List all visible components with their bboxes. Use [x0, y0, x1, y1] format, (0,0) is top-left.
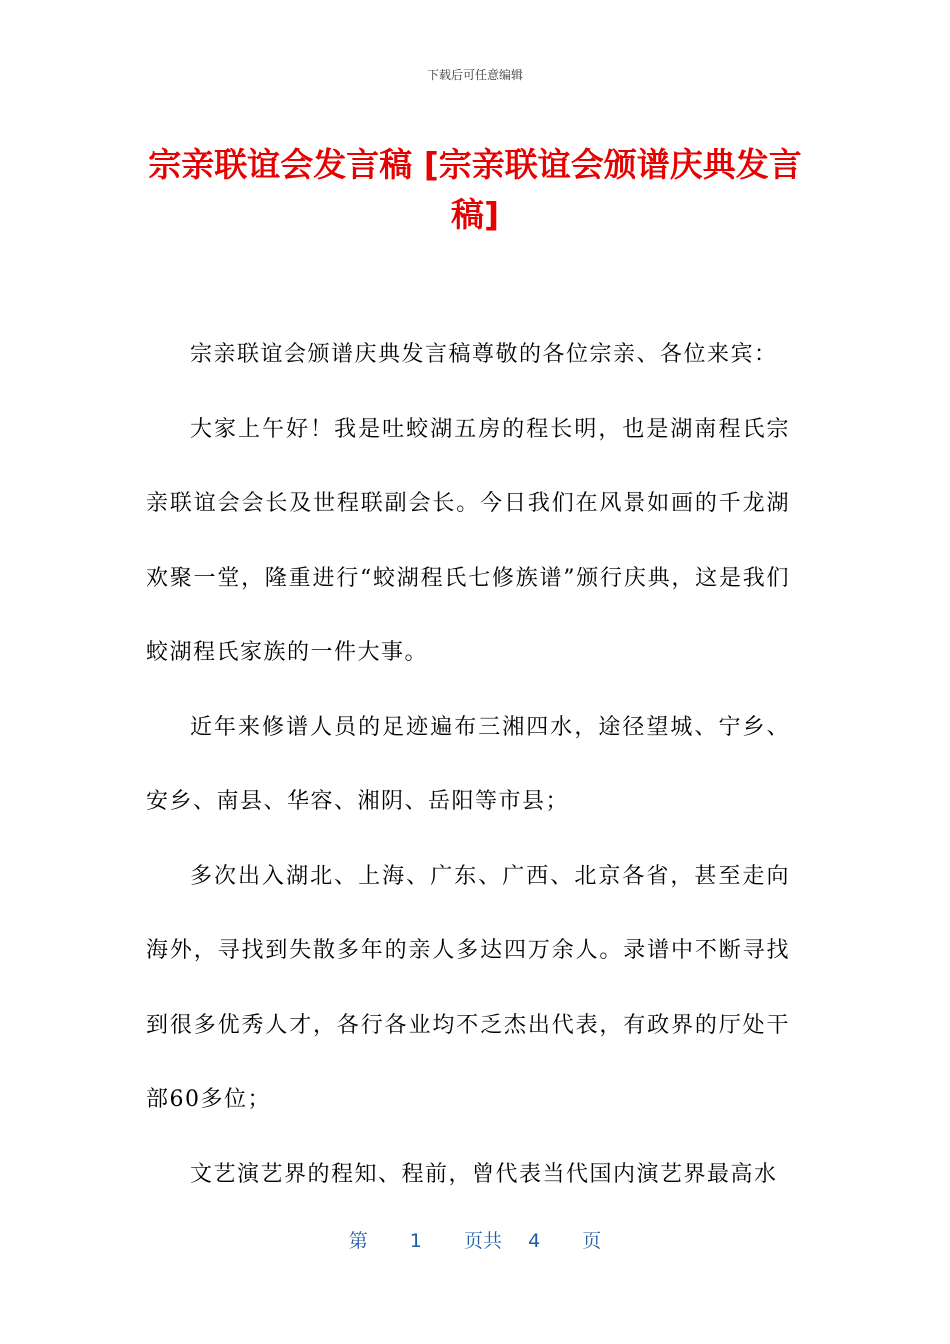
document-body [146, 318, 790, 1212]
page-footer [0, 1226, 950, 1253]
paragraph: 大家上午好！我是吐蛟湖五房的程长明，也是湖南程氏宗亲联谊会会长及世程联副会长。今日我们在风景如画的千龙湖欢聚一堂，隆重进行“蛟湖程氏七修族谱”颁行庆典，这是我们蛟湖程氏家族的一件大事。 [146, 416, 790, 665]
footer-total-pages: 4 [528, 1230, 541, 1252]
paragraph: 宗亲联谊会颁谱庆典发言稿尊敬的各位宗亲、各位来宾： [190, 342, 778, 367]
header-note: 下载后可任意编辑 [426, 68, 523, 82]
paragraph: 多次出入湖北、上海、广东、广西、北京各省，甚至走向海外，寻找到失散多年的亲人多达四万余人。录谱中不断寻找到很多优秀人才，各行各业均不乏杰出代表，有政界的厅处干部60多位； [146, 863, 790, 1112]
footer-page-total-label: 页共 [463, 1230, 502, 1252]
footer-page-unit: 页 [582, 1230, 602, 1252]
paragraph: 近年来修谱人员的足迹遍布三湘四水，途径望城、宁乡、安乡、南县、华容、湘阴、岳阳等市县； [146, 714, 790, 814]
paragraph: 文艺演艺界的程知、程前，曾代表当代国内演艺界最高水 [190, 1161, 778, 1187]
footer-page-word: 第 [348, 1230, 368, 1252]
footer-page-number: 1 [409, 1230, 422, 1252]
document-title: 宗亲联谊会发言稿 [宗亲联谊会颁谱庆典发言稿] [148, 145, 802, 234]
